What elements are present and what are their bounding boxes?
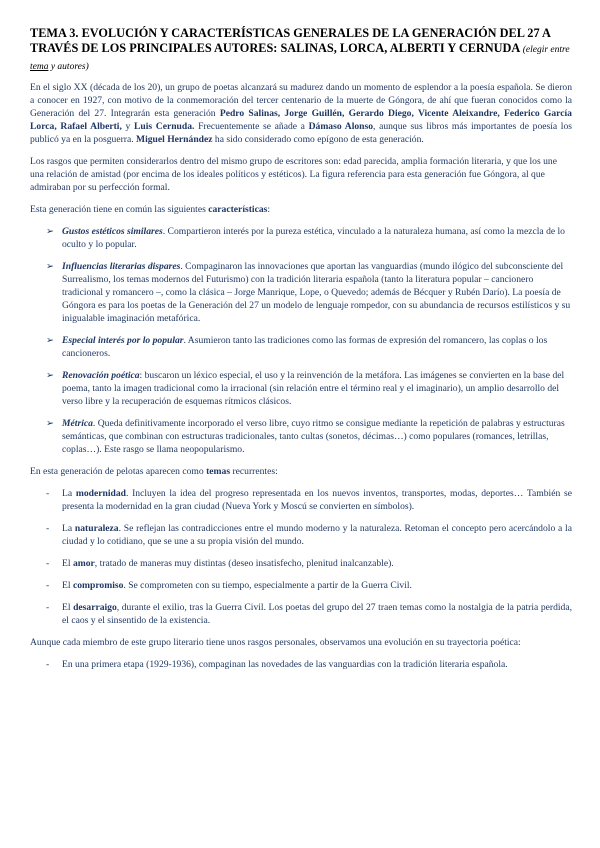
item-text: . Compartieron interés por la pureza estética, vinculado a la naturaleza humana, así como la mezcla de lo oculto y lo popular.: [62, 226, 565, 250]
temas-intro-before: En esta generación de pelotas aparecen como: [30, 466, 207, 477]
intro-paragraph: [30, 81, 572, 146]
list-item: [36, 225, 572, 251]
intro-text-2: y: [121, 121, 134, 132]
item-text: . Compaginaron las innovaciones que aportan las vanguardias (mundo ilógico del subconsciente del Surrealismo, los temas modernos del Futurismo) con la tradición literaria española (tanto la literatura popular – cancionero tradicional y romancero –, como la clásica – Jorge Manrique, Lope, o Quevedo; además de Bécquer y Rubén Darío). La poesía de Góngora es para los poetas de la Generación del 27 un modelo de lenguaje rompedor, con su abundancia de recursos estilísticos y su inigualable imaginación metafórica.: [62, 261, 571, 324]
item-head: Métrica: [62, 418, 93, 429]
caract-intro-before: Esta generación tiene en común las siguientes: [30, 204, 209, 215]
item-head: Renovación poética: [62, 370, 140, 381]
item-text: . Asumieron tanto las tradiciones como las formas de expresión del romancero, las coplas o los cancioneros.: [62, 335, 548, 359]
list-item: [36, 601, 572, 627]
item-text: . Se reflejan las contradicciones entre el mundo moderno y la naturaleza. Retoman el concepto pero acercándolo a la ciudad y lo cotidiano, que se une a su propia visión del mundo.: [62, 523, 572, 547]
item-text: , durante el exilio, tras la Guerra Civil. Los poetas del grupo del 27 traen temas como la nostalgia de la patria perdida, el caos y el sinsentido de la existencia.: [62, 602, 572, 626]
intro-text-5: ha sido considerado como epígono de esta generación.: [212, 134, 424, 145]
intro-text-1: En el siglo XX (década de los 20), un grupo de poetas alcanzará su madurez dando un momento de esplendor a la poesía española. Se dieron a conocer en 1927, con motivo de la conmemoración del tercer centenario de la muerte de Góngora, de ahí que fueran conocidos como la Generación del 27. Integrarán esta generación: [30, 82, 572, 119]
temas-intro: [30, 465, 572, 478]
dash-bullet-icon: -: [46, 558, 50, 569]
item-pre: El: [62, 602, 74, 613]
arrow-bullet-icon: ➢: [46, 370, 55, 381]
item-head: Gustos estéticos similares: [62, 226, 163, 237]
temas-intro-bold: temas: [206, 466, 231, 477]
list-item: [36, 417, 572, 456]
arrow-bullet-icon: ➢: [46, 335, 55, 346]
dash-bullet-icon: -: [46, 523, 50, 534]
list-item: [36, 369, 572, 408]
dash-bullet-icon: -: [46, 488, 50, 499]
item-text: . Queda definitivamente incorporado el verso libre, cuyo ritmo se consigue mediante la repetición de palabras y estructuras semánticas, que combinan con estructuras tradicionales, tanto cultas (sonetos, décimas…) como populares (romances, letrillas, coplas…). Este rasgo se llama neopopularismo.: [62, 418, 565, 455]
evolucion-paragraph: Aunque cada miembro de este grupo literario tiene unos rasgos personales, observamos una evolución en su trayectoria poética:: [30, 637, 521, 648]
intro-miguel: Miguel Hernández: [136, 134, 213, 145]
title-note-close: y autores): [48, 62, 89, 72]
item-text: En una primera etapa (1929-1936), compaginan las novedades de las vanguardias con la tradición literaria española.: [62, 659, 508, 670]
intro-text-3: Frecuentemente se añade a: [194, 121, 309, 132]
list-item: [36, 579, 572, 592]
item-pre: La: [62, 523, 75, 534]
title-main: TEMA 3. EVOLUCIÓN Y CARACTERÍSTICAS GENERALES DE LA GENERACIÓN DEL 27 A TRAVÉS DE LOS PRINCIPALES AUTORES: SALINAS, LORCA, ALBERTI Y CERNUDA: [30, 26, 551, 55]
list-item: [36, 522, 572, 548]
item-pre: La: [62, 488, 76, 499]
dash-bullet-icon: -: [46, 580, 50, 591]
caract-intro-after: :: [267, 204, 271, 215]
intro-text-4: , aunque sus libros más importantes de poesía los publicó ya en la posguerra.: [30, 121, 573, 145]
intro-cernuda: Luis Cernuda.: [133, 121, 195, 132]
title-note-tema: tema: [30, 62, 49, 72]
item-text: . Se comprometen con su tiempo, especialmente a partir de la Guerra Civil.: [123, 580, 412, 591]
item-text: : buscaron un léxico especial, el uso y la reinvención de la metáfora. Las imágenes se convierten en la base del poema, tanto la imagen tradicional como la irracional (sin relación entre el término real y el imaginario), un amplio desarrollo del verso libre y la recuperación de esquemas rítmicos clásicos.: [62, 370, 565, 407]
item-head: Especial interés por lo popular: [62, 335, 184, 346]
item-pre: El: [62, 558, 73, 569]
arrow-bullet-icon: ➢: [46, 226, 55, 237]
item-head: modernidad: [75, 488, 126, 499]
document-title: [30, 26, 572, 75]
intro-damaso: Dámaso Alonso: [308, 121, 374, 132]
item-head: naturaleza: [74, 523, 119, 534]
caracteristicas-list: [36, 225, 572, 456]
item-head: desarraigo: [73, 602, 117, 613]
temas-list: [36, 487, 572, 627]
title-note-open: (elegir entre: [522, 45, 570, 55]
caract-intro-bold: características: [208, 204, 268, 215]
list-item: [36, 334, 572, 360]
item-text: , tratado de maneras muy distintas (deseo insatisfecho, plenitud inalcanzable).: [94, 558, 394, 569]
intro-authors: Pedro Salinas, Jorge Guillén, Gerardo Diego, Vicente Aleixandre, Federico García Lorca, Rafael Alberti,: [30, 108, 572, 132]
dash-bullet-icon: -: [46, 659, 50, 670]
arrow-bullet-icon: ➢: [46, 418, 55, 429]
list-item: [36, 658, 572, 671]
list-item: [36, 557, 572, 570]
list-item: [36, 487, 572, 513]
item-head: amor: [72, 558, 95, 569]
arrow-bullet-icon: ➢: [46, 261, 55, 272]
item-head: Influencias literarias dispares: [62, 261, 181, 272]
caracteristicas-intro: [30, 203, 572, 216]
item-text: . Incluyen la idea del progreso representada en los nuevos inventos, transportes, modas, deportes… También se presenta la modernidad en la gran ciudad (Nueva York y Moscú se convierten en símbolos).: [62, 488, 572, 512]
rasgos-paragraph: Los rasgos que permiten considerarlos dentro del mismo grupo de escritores son: edad parecida, amplia formación literaria, y que los une una relación de amistad (por encima de los ideales políticos y estéticos). La figura referencia para esta generación fue Góngora, al que admiraban por su perfección formal.: [30, 156, 557, 193]
dash-bullet-icon: -: [46, 602, 50, 613]
list-item: [36, 260, 572, 325]
item-head: compromiso: [72, 580, 124, 591]
item-pre: El: [62, 580, 73, 591]
etapas-list: [36, 658, 572, 671]
temas-intro-after: recurrentes:: [230, 466, 278, 477]
document-page: [30, 26, 572, 680]
